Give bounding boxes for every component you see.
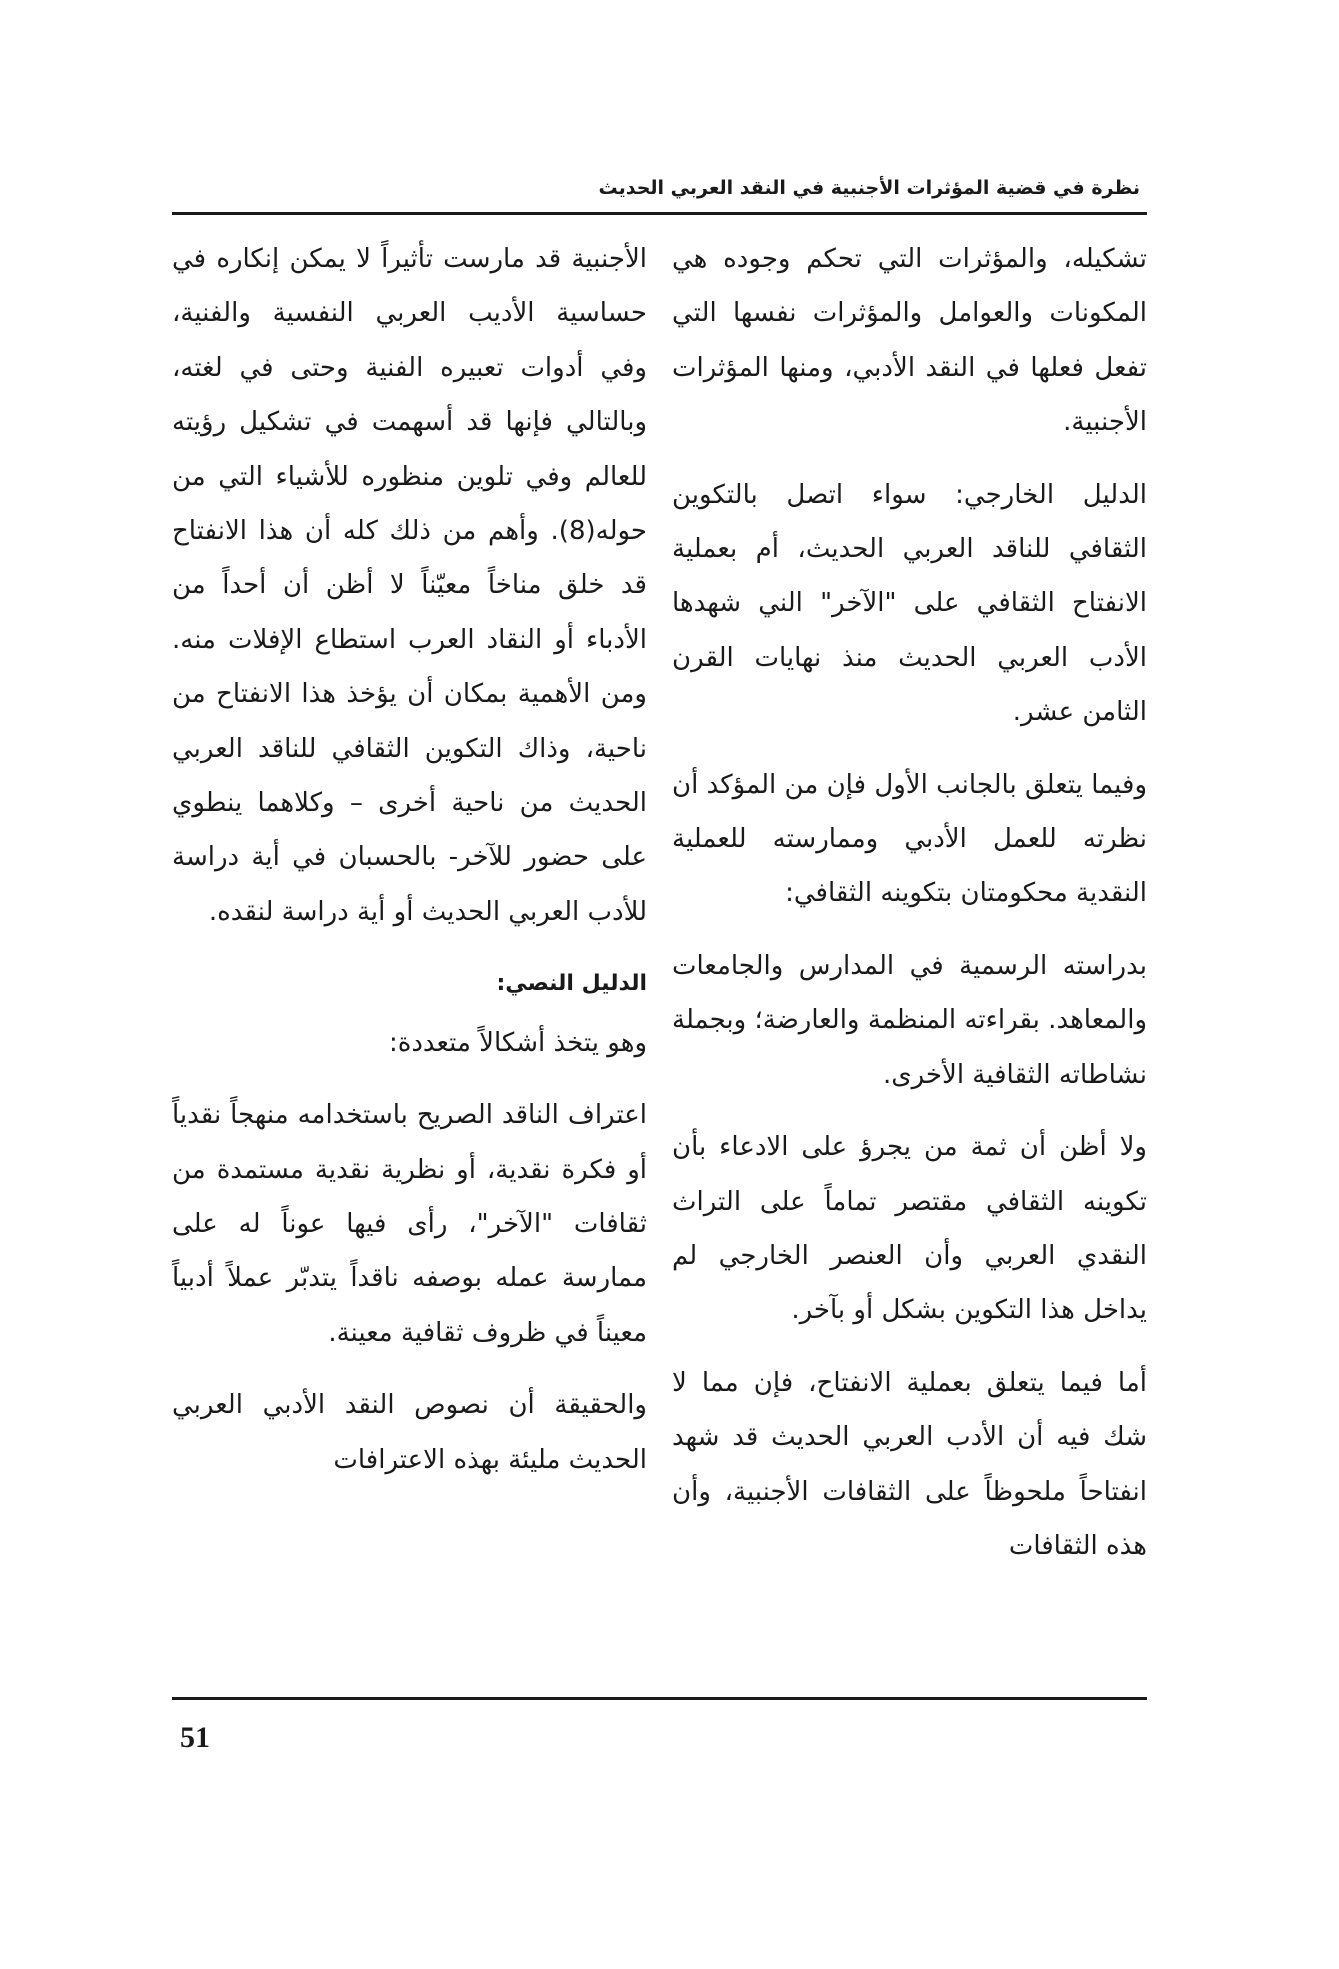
running-header: نظرة في قضية المؤثرات الأجنبية في النقد العربي الحديث [598,177,1140,199]
left-paragraph-1: الأجنبية قد مارست تأثيراً لا يمكن إنكاره في حساسية الأديب العربي النفسية والفنية، وفي أدوات تعبيره الفنية وحتى في لغته، وبالتالي فإنها قد أسهمت في تشكيل رؤيته للعالم وفي تلوين منظوره للأشياء التي من حوله(8). وأهم من ذلك كله أن هذا الانفتاح قد خلق مناخاً معيّناً لا أظن أن أحداً من الأدباء أو النقاد العرب استطاع الإفلات منه. ومن الأهمية بمكان أن يؤخذ هذا الانفتاح من ناحية، وذاك التكوين الثقافي للناقد العربي الحديث من ناحية أخرى – وكلاهما ينطوي على حضور للآخر- بالحسبان في أية دراسة للأدب العربي الحديث أو أية دراسة لنقده. [172,244,647,927]
left-paragraph-3: اعتراف الناقد الصريح باستخدامه منهجاً نقدياً أو فكرة نقدية، أو نظرية نقدية مستمدة من ثقافات "الآخر"، رأى فيها عوناً له على ممارسة عمله بوصفه ناقداً يتدبّر عملاً أدبياً معيناً في ظروف ثقافية معينة. [172,1100,647,1348]
page-number: 51 [180,1721,210,1754]
right-column [672,232,1147,1687]
right-paragraph-4: بدراسته الرسمية في المدارس والجامعات والمعاهد. بقراءته المنظمة والعارضة؛ وبجملة نشاطاته الثقافية الأخرى. [672,950,1147,1090]
left-paragraph-2: وهو يتخذ أشكالاً متعددة: [388,1027,647,1058]
footer-rule [172,1697,1147,1700]
header-rule [172,212,1147,215]
section-heading: الدليل النصي: [496,971,647,997]
right-paragraph-2: الدليل الخارجي: سواء اتصل بالتكوين الثقافي للناقد العربي الحديث، أم بعملية الانفتاح الثقافي على "الآخر" الني شهدها الأدب العربي الحديث منذ نهايات القرن الثامن عشر. [672,479,1147,728]
right-paragraph-6: أما فيما يتعلق بعملية الانفتاح، فإن مما لا شك فيه أن الأدب العربي الحديث قد شهد انفتاحاً ملحوظاً على الثقافات الأجنبية، وأن هذه الثقافات [672,1367,1147,1561]
left-column [172,232,647,1687]
right-paragraph-5: ولا أظن أن ثمة من يجرؤ على الادعاء بأن تكوينه الثقافي مقتصر تماماً على التراث النقدي العربي وأن العنصر الخارجي لم يداخل هذا التكوين بشكل أو بآخر. [672,1132,1147,1326]
right-paragraph-1: تشكيله، والمؤثرات التي تحكم وجوده هي المكونات والعوامل والمؤثرات نفسها التي تفعل فعلها في النقد الأدبي، ومنها المؤثرات الأجنبية. [672,244,1147,438]
right-paragraph-3: وفيما يتعلق بالجانب الأول فإن من المؤكد أن نظرته للعمل الأدبي وممارسته للعملية النقدية محكومتان بتكوينه الثقافي: [672,769,1147,909]
left-paragraph-4: والحقيقة أن نصوص النقد الأدبي العربي الحديث مليئة بهذه الاعترافات [172,1390,647,1475]
